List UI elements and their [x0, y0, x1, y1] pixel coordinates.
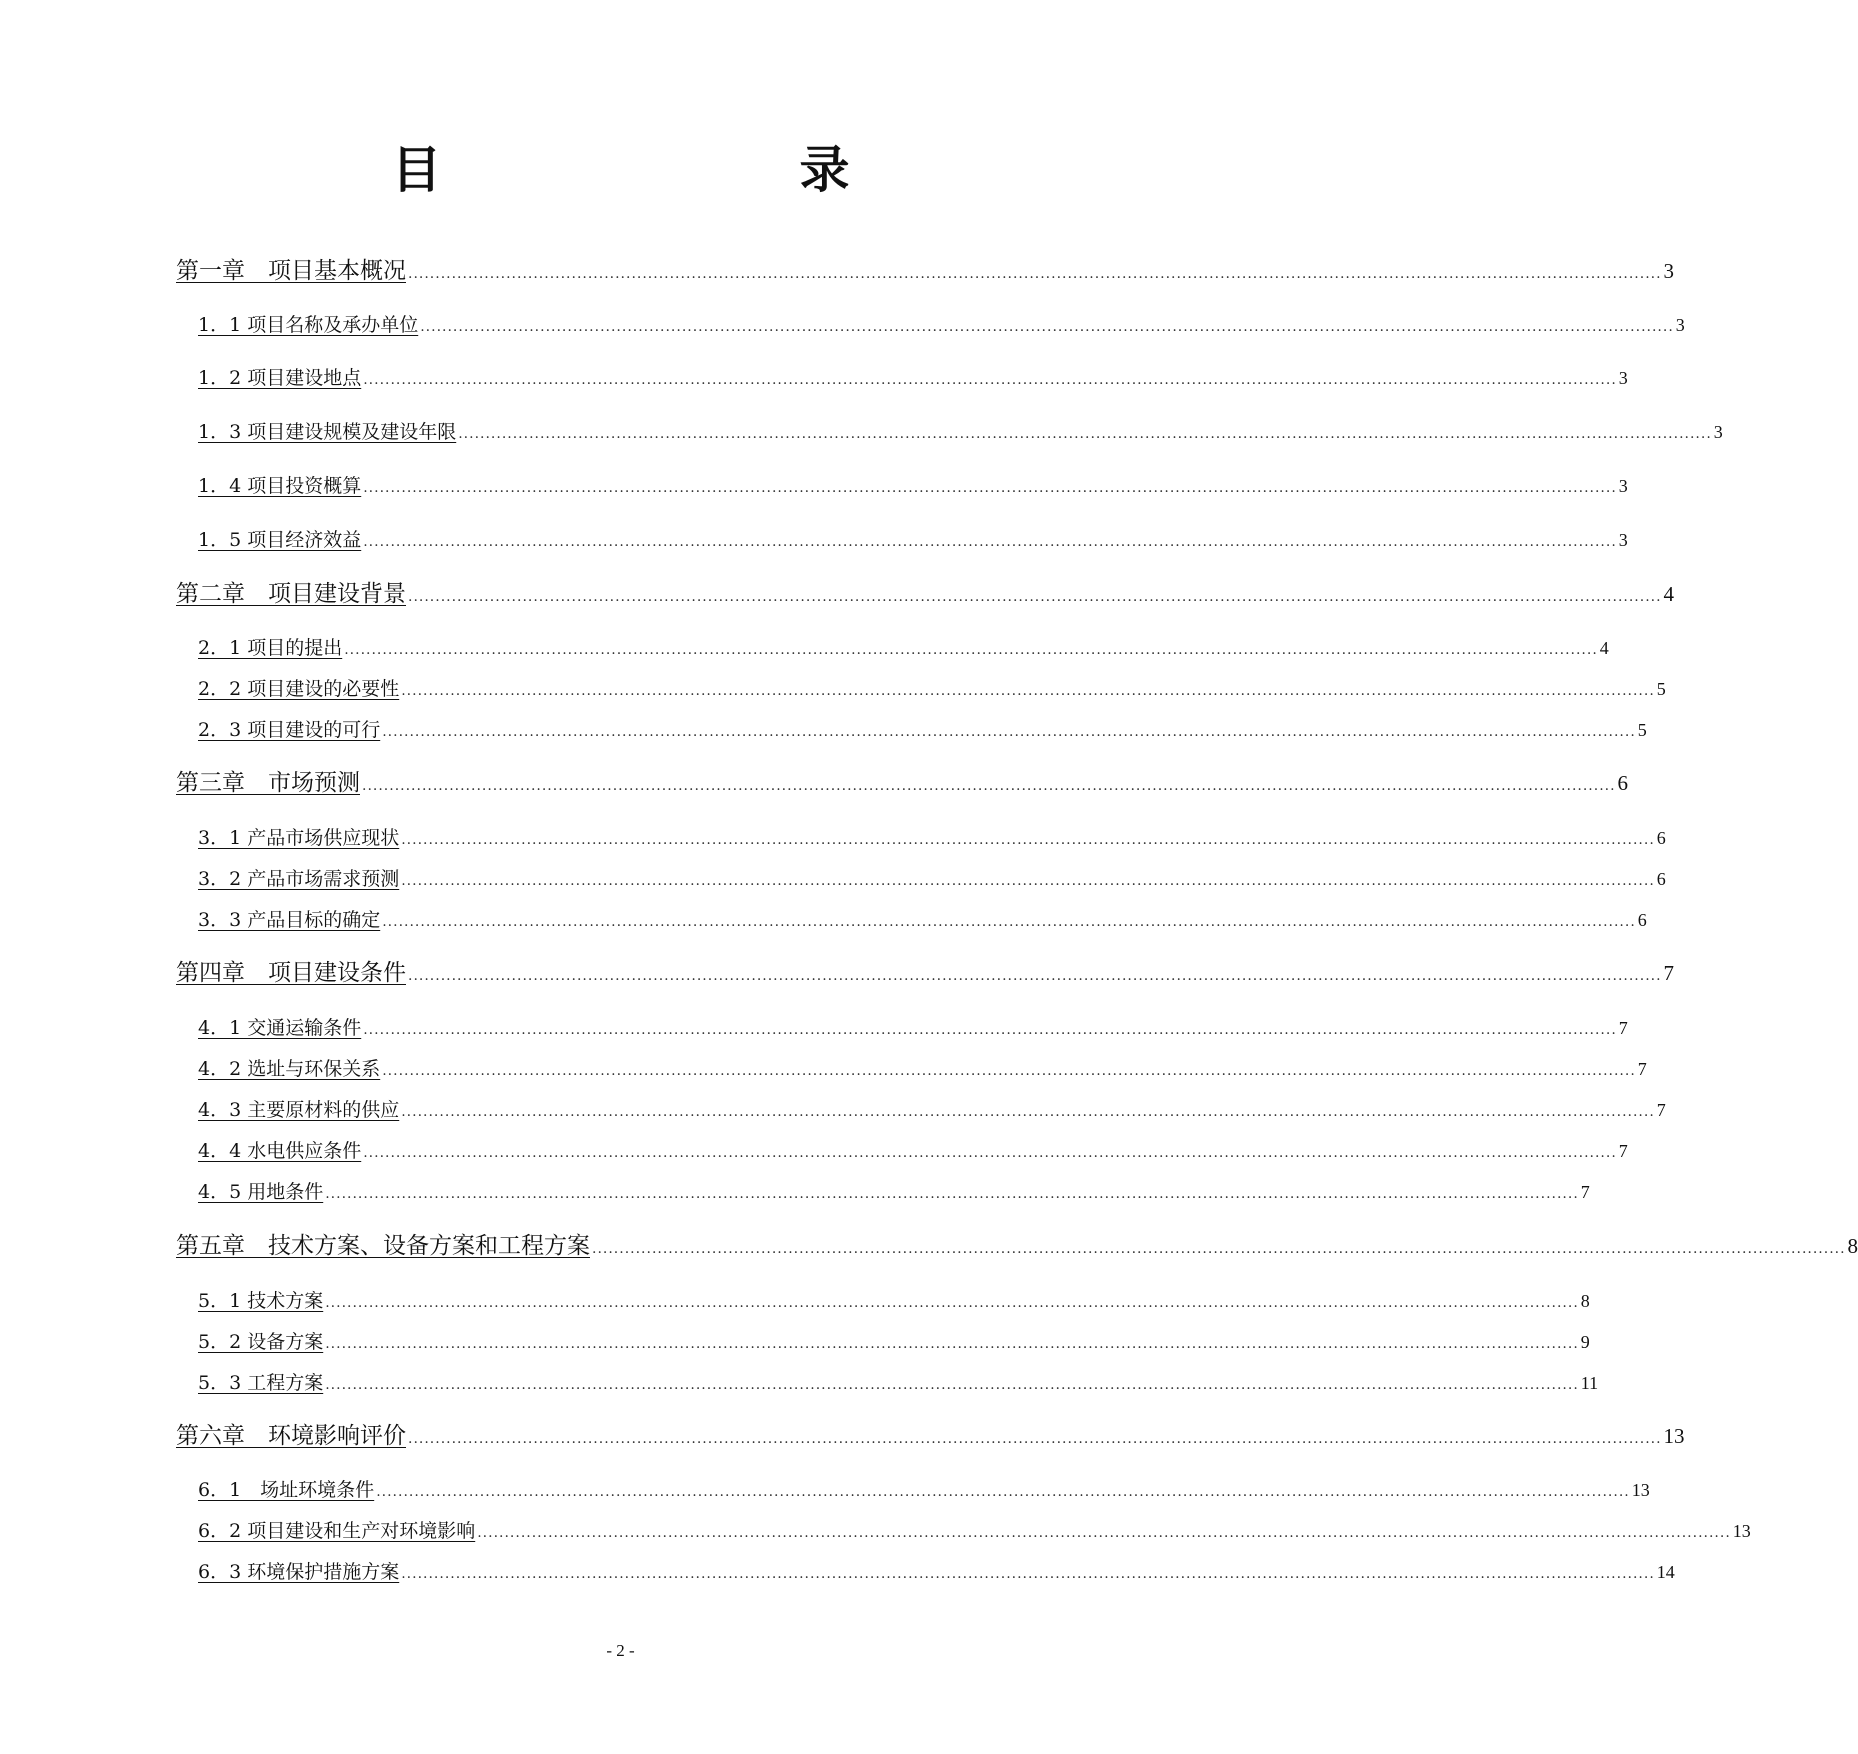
toc-page-number: 14	[1656, 1562, 1675, 1582]
toc-entry-label[interactable]: 3．3 产品目标的确定	[198, 909, 381, 931]
toc-entry-label[interactable]: 6．3 环境保护措施方案	[198, 1561, 400, 1583]
toc-page-number: 5	[1637, 720, 1647, 740]
toc-page-number: 8	[1847, 1234, 1858, 1258]
toc-entry-label[interactable]: 1．1 项目名称及承办单位	[198, 314, 419, 336]
toc-entry-label[interactable]: 2．2 项目建设的必要性	[198, 678, 400, 700]
dot-leader: ......................................................................................................................................................................................................................................	[458, 426, 1712, 442]
toc-entry-label[interactable]: 3．2 产品市场需求预测	[198, 868, 400, 890]
toc-entry-label[interactable]: 第三章 市场预测	[176, 770, 360, 796]
dot-leader: ......................................................................................................................................................................................................................................	[592, 1241, 1846, 1257]
toc-entry-label[interactable]: 第四章 项目建设条件	[176, 960, 406, 986]
toc-page-number: 7	[1656, 1100, 1666, 1120]
dot-leader: ......................................................................................................................................................................................................................................	[344, 642, 1598, 658]
toc-chapter-4[interactable]	[176, 957, 1675, 989]
toc-page-number: 4	[1663, 582, 1675, 606]
toc-page-number: 4	[1599, 638, 1609, 658]
toc-entry-label[interactable]: 6．2 项目建设和生产对环境影响	[198, 1520, 476, 1542]
toc-section-1-4[interactable]	[198, 472, 1628, 500]
toc-section-2-2[interactable]	[198, 675, 1666, 703]
toc-page-number: 3	[1663, 259, 1675, 283]
toc-page-number: 7	[1663, 961, 1675, 985]
toc-section-4-5[interactable]	[198, 1178, 1590, 1206]
toc-section-4-3[interactable]	[198, 1096, 1666, 1124]
toc-entry-label[interactable]: 第一章 项目基本概况	[176, 258, 406, 284]
toc-section-2-1[interactable]	[198, 634, 1609, 662]
toc-section-5-3[interactable]	[198, 1369, 1599, 1397]
dot-leader: ......................................................................................................................................................................................................................................	[401, 683, 1655, 699]
toc-section-3-3[interactable]	[198, 906, 1647, 934]
dot-leader: ......................................................................................................................................................................................................................................	[376, 1484, 1630, 1500]
toc-entry-label[interactable]: 1．4 项目投资概算	[198, 475, 362, 497]
toc-page-number: 3	[1618, 530, 1628, 550]
dot-leader: ......................................................................................................................................................................................................................................	[325, 1377, 1579, 1393]
toc-entry-label[interactable]: 2．3 项目建设的可行	[198, 719, 381, 741]
dot-leader: ......................................................................................................................................................................................................................................	[408, 589, 1662, 605]
toc-chapter-1[interactable]	[176, 255, 1675, 287]
toc-section-1-1[interactable]	[198, 311, 1685, 339]
dot-leader: ......................................................................................................................................................................................................................................	[401, 1104, 1655, 1120]
dot-leader: ......................................................................................................................................................................................................................................	[362, 778, 1616, 794]
toc-entry-label[interactable]: 1．5 项目经济效益	[198, 529, 362, 551]
dot-leader: ......................................................................................................................................................................................................................................	[325, 1295, 1579, 1311]
toc-page-number: 3	[1675, 315, 1685, 335]
toc-section-3-2[interactable]	[198, 865, 1666, 893]
toc-entry-label[interactable]: 3．1 产品市场供应现状	[198, 827, 400, 849]
toc-page-number: 7	[1618, 1018, 1628, 1038]
dot-leader: ......................................................................................................................................................................................................................................	[363, 1145, 1617, 1161]
toc-section-6-1[interactable]	[198, 1476, 1650, 1504]
toc-page-number: 3	[1618, 476, 1628, 496]
toc-entry-label[interactable]: 4．2 选址与环保关系	[198, 1058, 381, 1080]
toc-page-number: 13	[1663, 1424, 1685, 1448]
dot-leader: ......................................................................................................................................................................................................................................	[382, 1063, 1636, 1079]
dot-leader: ......................................................................................................................................................................................................................................	[401, 873, 1655, 889]
toc-chapter-6[interactable]	[176, 1420, 1685, 1452]
toc-page-number: 9	[1580, 1332, 1590, 1352]
toc-entry-label[interactable]: 第六章 环境影响评价	[176, 1423, 406, 1449]
toc-section-2-3[interactable]	[198, 716, 1647, 744]
toc-entry-label[interactable]: 5．1 技术方案	[198, 1290, 324, 1312]
toc-section-4-1[interactable]	[198, 1014, 1628, 1042]
toc-page-number: 11	[1580, 1373, 1599, 1393]
toc-page-number: 6	[1617, 771, 1629, 795]
toc-page-number: 5	[1656, 679, 1666, 699]
toc-section-3-1[interactable]	[198, 824, 1666, 852]
toc-page-number: 7	[1637, 1059, 1647, 1079]
toc-page-number: 3	[1713, 422, 1723, 442]
toc-section-5-1[interactable]	[198, 1287, 1590, 1315]
toc-page-number: 6	[1637, 910, 1647, 930]
dot-leader: ......................................................................................................................................................................................................................................	[401, 832, 1655, 848]
toc-page-number: 6	[1656, 828, 1666, 848]
dot-leader: ......................................................................................................................................................................................................................................	[382, 914, 1636, 930]
toc-entry-label[interactable]: 4．1 交通运输条件	[198, 1017, 362, 1039]
toc-section-1-3[interactable]	[198, 418, 1723, 446]
toc-entry-label[interactable]: 5．2 设备方案	[198, 1331, 324, 1353]
dot-leader: ......................................................................................................................................................................................................................................	[477, 1525, 1731, 1541]
page-number-footer: - 2 -	[606, 1641, 635, 1660]
toc-chapter-5[interactable]	[176, 1230, 1858, 1262]
toc-page-number: 7	[1580, 1182, 1590, 1202]
dot-leader: ......................................................................................................................................................................................................................................	[382, 724, 1636, 740]
dot-leader: ......................................................................................................................................................................................................................................	[363, 534, 1617, 550]
toc-entry-label[interactable]: 6．1 场址环境条件	[198, 1479, 375, 1501]
toc-entry-label[interactable]: 4．3 主要原材料的供应	[198, 1099, 400, 1121]
toc-entry-label[interactable]: 4．5 用地条件	[198, 1181, 324, 1203]
dot-leader: ......................................................................................................................................................................................................................................	[408, 266, 1662, 282]
toc-section-1-2[interactable]	[198, 364, 1628, 392]
toc-section-4-2[interactable]	[198, 1055, 1647, 1083]
toc-page-number: 8	[1580, 1291, 1590, 1311]
toc-entry-label[interactable]: 第二章 项目建设背景	[176, 581, 406, 607]
toc-section-6-2[interactable]	[198, 1517, 1751, 1545]
toc-page-number: 13	[1732, 1521, 1751, 1541]
toc-page-number: 6	[1656, 869, 1666, 889]
dot-leader: ......................................................................................................................................................................................................................................	[325, 1336, 1579, 1352]
toc-section-1-5[interactable]	[198, 526, 1628, 554]
toc-entry-label[interactable]: 5．3 工程方案	[198, 1372, 324, 1394]
toc-page-number: 3	[1618, 368, 1628, 388]
toc-entry-label[interactable]: 2．1 项目的提出	[198, 637, 343, 659]
toc-page-number: 13	[1631, 1480, 1650, 1500]
toc-page-number: 7	[1618, 1141, 1628, 1161]
dot-leader: ......................................................................................................................................................................................................................................	[363, 1022, 1617, 1038]
toc-entry-label[interactable]: 第五章 技术方案、设备方案和工程方案	[176, 1233, 590, 1259]
dot-leader: ......................................................................................................................................................................................................................................	[363, 372, 1617, 388]
toc-chapter-2[interactable]	[176, 578, 1675, 610]
toc-chapter-3[interactable]	[176, 767, 1629, 799]
dot-leader: ......................................................................................................................................................................................................................................	[408, 1431, 1662, 1447]
dot-leader: ......................................................................................................................................................................................................................................	[408, 968, 1662, 984]
toc-section-5-2[interactable]	[198, 1328, 1590, 1356]
toc-entry-label[interactable]: 4．4 水电供应条件	[198, 1140, 362, 1162]
dot-leader: ......................................................................................................................................................................................................................................	[325, 1186, 1579, 1202]
dot-leader: ......................................................................................................................................................................................................................................	[401, 1566, 1655, 1582]
dot-leader: ......................................................................................................................................................................................................................................	[363, 480, 1617, 496]
page-title: 目 录	[391, 141, 936, 199]
toc-entry-label[interactable]: 1．2 项目建设地点	[198, 367, 362, 389]
toc-section-4-4[interactable]	[198, 1137, 1628, 1165]
toc-entry-label[interactable]: 1．3 项目建设规模及建设年限	[198, 421, 457, 443]
toc-section-6-3[interactable]	[198, 1558, 1675, 1586]
dot-leader: ......................................................................................................................................................................................................................................	[420, 319, 1674, 335]
